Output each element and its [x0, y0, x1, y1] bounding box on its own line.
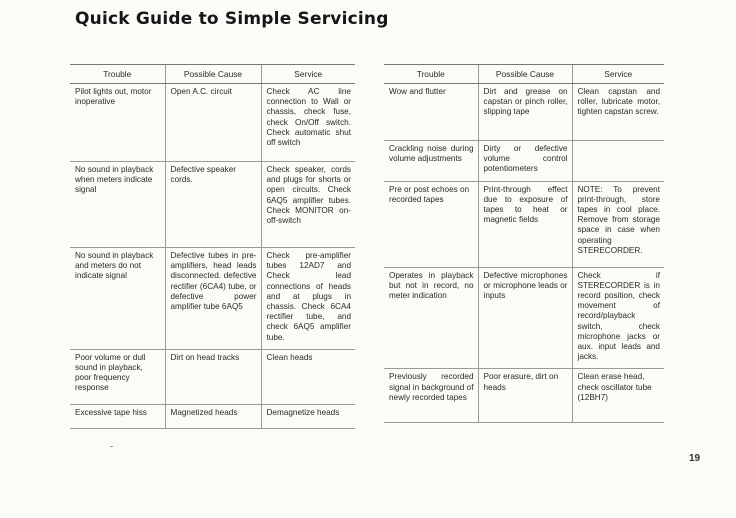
cause-cell: Dirty or defective volume control potentiometers [478, 141, 572, 182]
service-cell [572, 141, 664, 182]
cause-cell: Defective tubes in pre-amplifiers, head leads disconnected. defective rectifier (6CA4) tube, or defective power amplifier tube 6AQ5 [165, 248, 261, 350]
service-cell: Check AC line connection to Wall or chassis, check fuse, check On/Off switch. Check automatic shut off switch [261, 84, 355, 162]
paper-speck [110, 446, 113, 447]
trouble-cell: No sound in playback and meters do not indicate signal [70, 248, 165, 350]
trouble-cell: Operates in playback but not in record, no meter indication [384, 267, 478, 369]
table-row [70, 248, 355, 350]
service-cell: Clean erase head, check oscillator tube (12BH7) [572, 369, 664, 423]
trouble-cell: Pilot lights out, motor inoperative [70, 84, 165, 162]
trouble-cell: No sound in playback when meters indicate signal [70, 162, 165, 248]
table-row [384, 267, 664, 369]
table-header-row [384, 65, 664, 84]
service-cell: Check if STERECORDER is in record position, check movement of record/playback switch, check microphone jacks or aux. input leads and jacks. [572, 267, 664, 369]
cause-cell: Print-through effect due to exposure of tapes to heat or magnetic fields [478, 181, 572, 267]
table-row [384, 141, 664, 182]
trouble-cell: Crackling noise during volume adjustments [384, 141, 478, 182]
table-row [70, 404, 355, 428]
header-possible-cause: Possible Cause [165, 65, 261, 84]
trouble-cell: Wow and flutter [384, 84, 478, 141]
service-cell: Clean capstan and roller, lubricate motor, tighten capstan screw. [572, 84, 664, 141]
cause-cell: Poor erasure, dirt on heads [478, 369, 572, 423]
trouble-cell: Excessive tape hiss [70, 404, 165, 428]
table-row [70, 349, 355, 404]
cause-cell: Defective microphones or microphone leads or inputs [478, 267, 572, 369]
header-service: Service [261, 65, 355, 84]
header-trouble: Trouble [384, 65, 478, 84]
cause-cell: Magnetized heads [165, 404, 261, 428]
servicing-table-left [70, 64, 355, 429]
service-cell: NOTE: To prevent print-through, store tapes in cool place. Remove from storage space in case when operating STERECORDER. [572, 181, 664, 267]
header-possible-cause: Possible Cause [478, 65, 572, 84]
cause-cell: Defective speaker cords. [165, 162, 261, 248]
servicing-table-right [384, 64, 664, 423]
table-row [384, 84, 664, 141]
table-row [70, 84, 355, 162]
table-header-row [70, 65, 355, 84]
cause-cell: Dirt on head tracks [165, 349, 261, 404]
service-cell: Demagnetize heads [261, 404, 355, 428]
trouble-cell: Previously recorded signal in background of newly recorded tapes [384, 369, 478, 423]
cause-cell: Open A.C. circuit [165, 84, 261, 162]
trouble-cell: Pre or post echoes on recorded tapes [384, 181, 478, 267]
page-number: 19 [689, 453, 701, 464]
service-cell: Clean heads [261, 349, 355, 404]
header-trouble: Trouble [70, 65, 165, 84]
service-cell: Check pre-amplifier tubes 12AD7 and Check lead connections of heads and at plugs in chassis. Check 6CA4 rectifier tube, and check 6AQ5 amplifier tube. [261, 248, 355, 350]
service-cell: Check speaker, cords and plugs for shorts or open circuits. Check 6AQ5 amplifier tubes. Check MONITOR on-off-switch [261, 162, 355, 248]
trouble-cell: Poor volume or dull sound in playback, poor frequency response [70, 349, 165, 404]
page-title: Quick Guide to Simple Servicing [75, 9, 389, 29]
table-row [384, 369, 664, 423]
table-row [384, 181, 664, 267]
table-row [70, 162, 355, 248]
cause-cell: Dirt and grease on capstan or pinch roller, slipping tape [478, 84, 572, 141]
header-service: Service [572, 65, 664, 84]
